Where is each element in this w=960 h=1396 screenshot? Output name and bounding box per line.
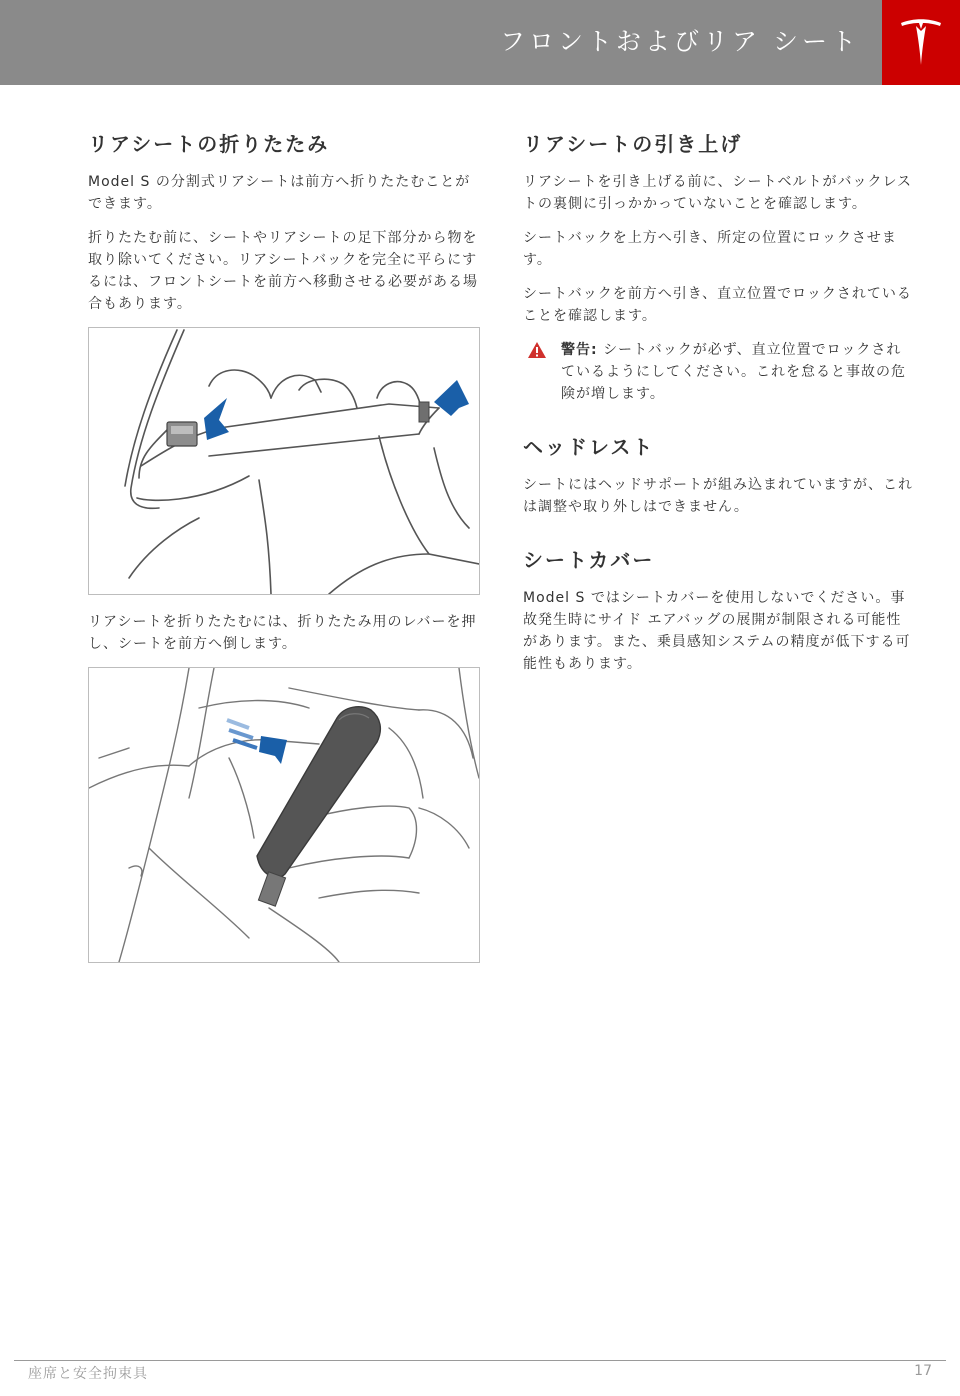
heading-fold-rear-seat: リアシートの折りたたみ xyxy=(88,132,330,156)
warning-triangle-icon xyxy=(527,341,547,359)
paragraph-fold-prepare: 折りたたむ前に、シートやリアシートの足下部分から物を取り除いてください。リアシートバックを完全に平らにするには、フロントシートを前方へ移動させる必要がある場合もあります。 xyxy=(88,230,478,312)
warning-label: 警告: xyxy=(561,342,598,358)
paragraph-fold-instruction: リアシートを折りたたむには、折りたたみ用のレバーを押し、シートを前方へ倒します。 xyxy=(88,614,477,652)
right-column xyxy=(523,128,915,687)
footer-section-name: 座席と安全拘束具 xyxy=(28,1366,148,1382)
footer-divider xyxy=(14,1360,946,1361)
paragraph-headrest: シートにはヘッドサポートが組み込まれていますが、これは調整や取り外しはできません。 xyxy=(523,477,913,515)
paragraph-raise-pull-up: シートバックを上方へ引き、所定の位置にロックさせます。 xyxy=(523,230,897,268)
tesla-logo-icon xyxy=(899,17,943,69)
folding-seatback xyxy=(257,707,380,878)
arrow-fold-direction xyxy=(227,720,287,764)
warning-text-paragraph xyxy=(561,339,915,405)
heading-headrest: ヘッドレスト xyxy=(523,435,655,459)
page-header xyxy=(0,0,960,85)
left-column xyxy=(88,128,480,979)
chapter-title: フロントおよびリア シート xyxy=(500,27,860,56)
warning-block xyxy=(523,339,915,405)
paragraph-seat-cover: Model S ではシートカバーを使用しないでください。事故発生時にサイド エアバッグの展開が制限される可能性があります。また、乗員感知システムの精度が低下する可能性もあります。 xyxy=(523,590,911,672)
paragraph-raise-confirm-lock: シートバックを前方へ引き、直立位置でロックされていることを確認します。 xyxy=(523,286,912,324)
footer-page-number: 17 xyxy=(914,1363,932,1379)
figure-seat-folding-forward xyxy=(88,667,480,963)
heading-seat-cover: シートカバー xyxy=(523,548,655,572)
tesla-logo xyxy=(882,0,960,85)
heading-raise-rear-seat: リアシートの引き上げ xyxy=(523,132,743,156)
paragraph-fold-intro: Model S の分割式リアシートは前方へ折りたたむことができます。 xyxy=(88,174,471,212)
warning-text: シートバックが必ず、直立位置でロックされているようにしてください。これを怠ると事故の危険が増します。 xyxy=(561,342,906,402)
figure-seat-release-levers xyxy=(88,327,480,595)
paragraph-raise-check-belt: リアシートを引き上げる前に、シートベルトがバックレストの裏側に引っかかっていないことを確認します。 xyxy=(523,174,913,212)
arrow-left-lever xyxy=(204,398,229,440)
arrow-right-lever xyxy=(434,380,469,416)
